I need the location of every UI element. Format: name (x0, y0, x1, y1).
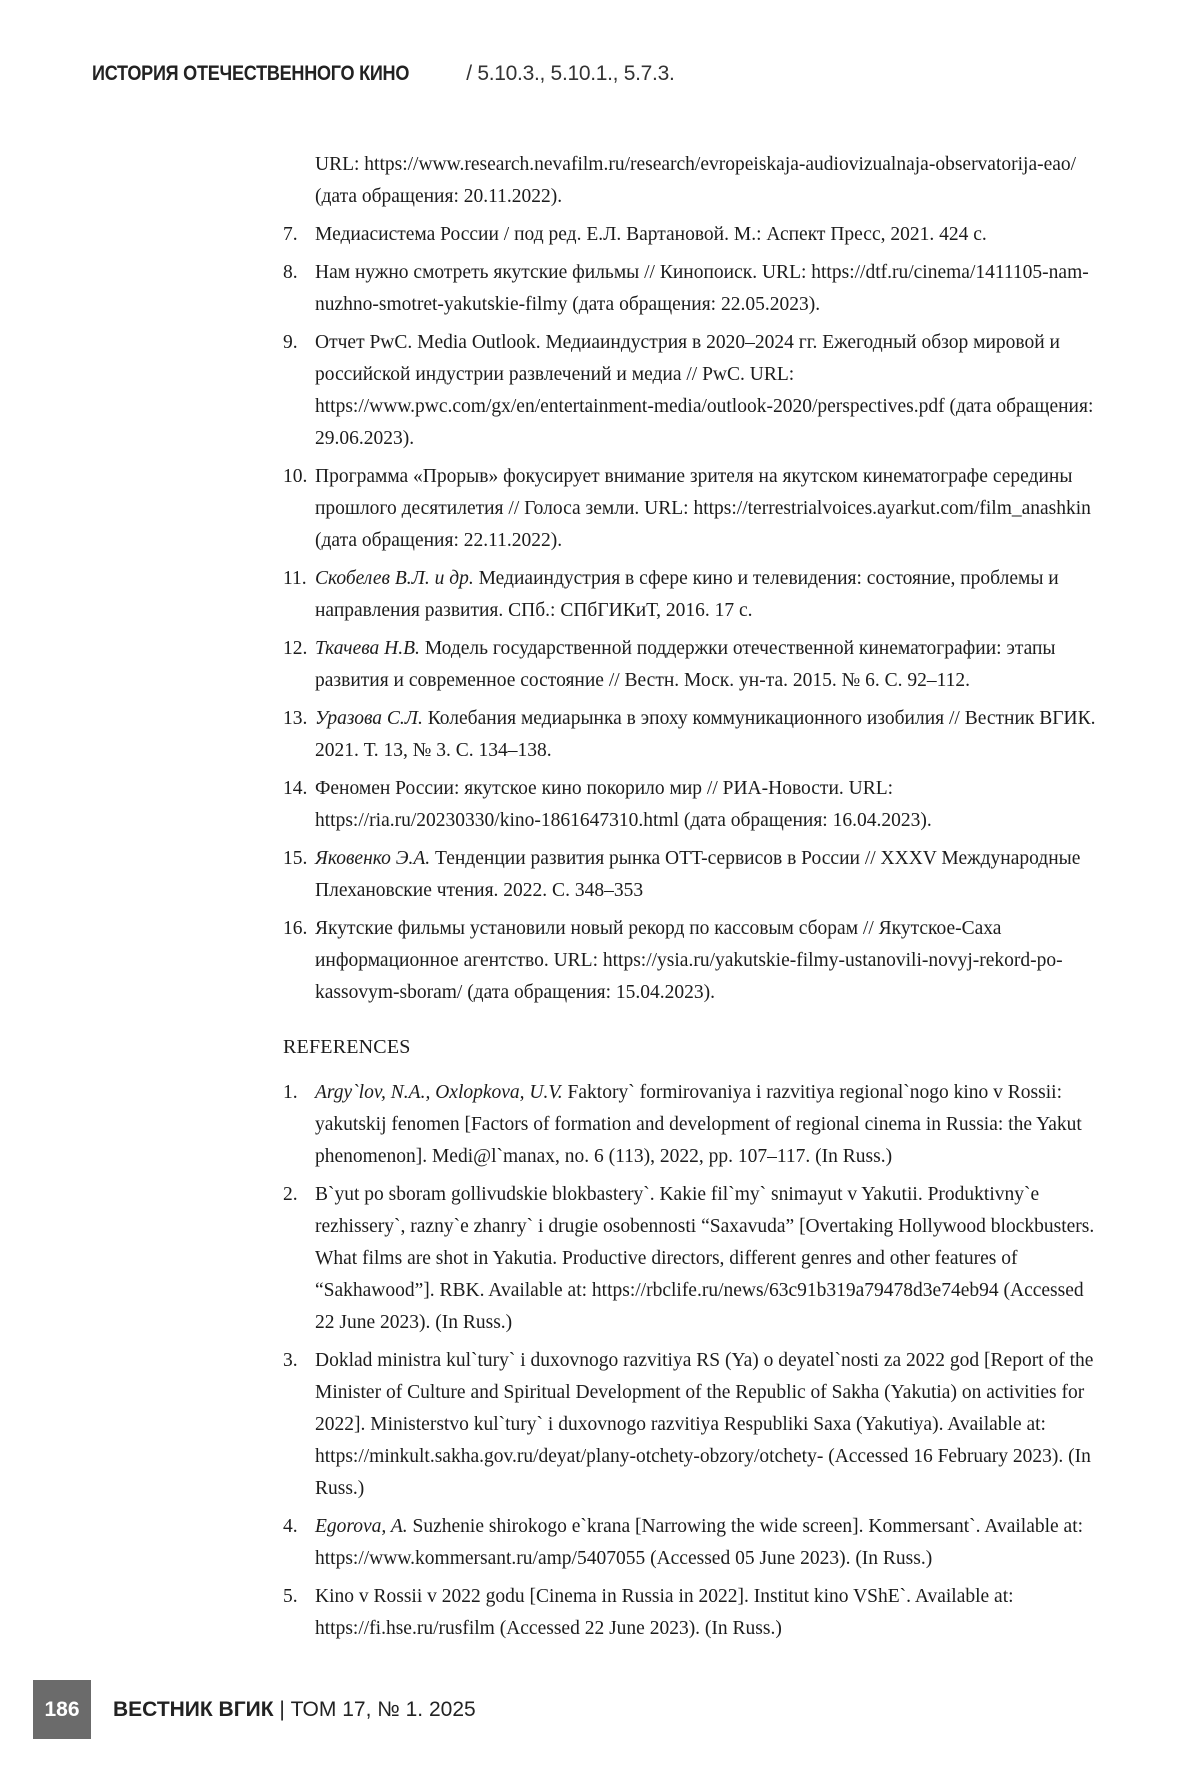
section-title: ИСТОРИЯ ОТЕЧЕСТВЕННОГО КИНО (92, 62, 409, 86)
reference-number: 9. (283, 327, 315, 455)
reference-body: B`yut po sboram gollivudskie blokbastery`. Kakie fil`my` snimayut v Yakutii. Produktivny`e rezhissery`, razny`e zhanry` i drugie osobennosti “Saxavuda” [Overtaking Hollywood blockbusters. What films are shot in Yakutia. Productive directors, different genres and other features of “Sakhawood”]. RBK. Available at: https://rbclife.ru/news/63c91b319a79478d3e74eb94 (Accessed 22 June 2023). (In Russ.) (315, 1184, 1094, 1333)
reference-text (315, 1581, 1103, 1645)
reference-number: 16. (283, 913, 315, 1009)
reference-number: 10. (283, 461, 315, 557)
reference-text (315, 913, 1103, 1009)
reference-text (315, 633, 1103, 697)
reference-author: Скобелев В.Л. и др. (315, 568, 474, 589)
reference-body: Программа «Прорыв» фокусирует внимание зрителя на якутском кинематографе середины прошлого десятилетия // Голоса земли. URL: https://terrestrialvoices.ayarkut.com/film_anashkin (дата обращения: 22.11.2022). (315, 466, 1091, 551)
reference-number: 14. (283, 773, 315, 837)
reference-number: 1. (283, 1077, 315, 1173)
reference-author: Egorova, A. (315, 1516, 408, 1537)
reference-item (283, 327, 1103, 455)
reference-number: 4. (283, 1511, 315, 1575)
russian-references (283, 219, 1103, 1009)
reference-author: Argy`lov, N.A., Oxlopkova, U.V. (315, 1082, 563, 1103)
reference-text (315, 843, 1103, 907)
reference-body: Doklad ministra kul`tury` i duxovnogo razvitiya RS (Ya) o deyatel`nosti za 2022 god [Report of the Minister of Culture and Spiritual Development of the Republic of Sakha (Yakutia) on activities for 2022]. Ministerstvo kul`tury` i duxovnogo razvitiya Respubliki Saxa (Yakutiya). Available at: https://minkult.sakha.gov.ru/deyat/plany-otchety-obzory/otchety- (Accessed 16 February 2023). (In Russ.) (315, 1350, 1093, 1499)
reference-body: Медиаиндустрия в сфере кино и телевидения: состояние, проблемы и направления развития. СПб.: СПбГИКиТ, 2016. 17 с. (315, 568, 1059, 621)
reference-body: Faktory` formirovaniya i razvitiya regional`nogo kino v Rossii: yakutskij fenomen [Factors of formation and development of regional cinema in Russia: the Yakut phenomenon]. Medi@l`manax, no. 6 (113), 2022, pp. 107–117. (In Russ.) (315, 1082, 1082, 1167)
page-number: 186 (33, 1680, 91, 1739)
reference-item (283, 1581, 1103, 1645)
reference-body: Колебания медиарынка в эпоху коммуникационного изобилия // Вестник ВГИК. 2021. Т. 13, № 3. С. 134–138. (315, 708, 1096, 761)
reference-body: Suzhenie shirokogo e`krana [Narrowing the wide screen]. Kommersant`. Available at: https://www.kommersant.ru/amp/5407055 (Accessed 05 June 2023). (In Russ.) (315, 1516, 1083, 1569)
reference-number: 12. (283, 633, 315, 697)
section-codes: / 5.10.3., 5.10.1., 5.7.3. (461, 62, 675, 85)
reference-text (315, 461, 1103, 557)
reference-number: 7. (283, 219, 315, 251)
reference-item (283, 1179, 1103, 1339)
reference-body: Медиасистема России / под ред. Е.Л. Вартановой. М.: Аспект Пресс, 2021. 424 с. (315, 224, 987, 245)
journal-title: ВЕСТНИК ВГИК (113, 1698, 274, 1721)
reference-list (283, 149, 1103, 1651)
reference-item (283, 1511, 1103, 1575)
reference-text (315, 219, 1103, 251)
reference-number: 11. (283, 563, 315, 627)
reference-number: 5. (283, 1581, 315, 1645)
reference-number: 13. (283, 703, 315, 767)
reference-author: Уразова С.Л. (315, 708, 423, 729)
reference-number: 8. (283, 257, 315, 321)
reference-text (315, 1511, 1103, 1575)
reference-text (315, 773, 1103, 837)
journal-info (113, 1698, 476, 1722)
reference-item (283, 563, 1103, 627)
reference-continued (283, 149, 1103, 213)
reference-body: Феномен России: якутское кино покорило мир // РИА-Новости. URL: https://ria.ru/20230330/kino-1861647310.html (дата обращения: 16.04.2023). (315, 778, 932, 831)
reference-text (315, 257, 1103, 321)
reference-item (283, 843, 1103, 907)
reference-author: Яковенко Э.А. (315, 848, 430, 869)
running-head (92, 62, 675, 86)
reference-number: 2. (283, 1179, 315, 1339)
reference-item (283, 1345, 1103, 1505)
reference-body: Тенденции развития рынка OTT-сервисов в России // XXXV Международные Плехановские чтения. 2022. С. 348–353 (315, 848, 1080, 901)
reference-text (315, 1345, 1103, 1505)
reference-body: Якутские фильмы установили новый рекорд по кассовым сборам // Якутское-Саха информационное агентство. URL: https://ysia.ru/yakutskie-filmy-ustanovili-novyj-rekord-po-kassovym-sboram/ (дата обращения: 15.04.2023). (315, 918, 1063, 1003)
reference-item (283, 633, 1103, 697)
reference-item (283, 257, 1103, 321)
reference-item (283, 461, 1103, 557)
page-footer (33, 1680, 476, 1739)
reference-text: URL: https://www.research.nevafilm.ru/research/evropeiskaja-audiovizualnaja-observatorija-eao/ (дата обращения: 20.11.2022). (283, 149, 1103, 213)
reference-text (315, 563, 1103, 627)
reference-body: Kino v Rossii v 2022 godu [Cinema in Russia in 2022]. Institut kino VShE`. Available at: https://fi.hse.ru/rusfilm (Accessed 22 June 2023). (In Russ.) (315, 1586, 1014, 1639)
references-heading: REFERENCES (283, 1031, 1103, 1063)
english-references (283, 1077, 1103, 1645)
reference-text (315, 327, 1103, 455)
reference-item (283, 773, 1103, 837)
reference-text (315, 703, 1103, 767)
reference-text (315, 1077, 1103, 1173)
reference-body: Нам нужно смотреть якутские фильмы // Кинопоиск. URL: https://dtf.ru/cinema/1411105-nam-nuzhno-smotret-yakutskie-filmy (дата обращения: 22.05.2023). (315, 262, 1089, 315)
reference-item (283, 219, 1103, 251)
reference-body: Модель государственной поддержки отечественной кинематографии: этапы развития и современное состояние // Вестн. Моск. ун-та. 2015. № 6. С. 92–112. (315, 638, 1056, 691)
journal-issue: | ТОМ 17, № 1. 2025 (274, 1698, 476, 1721)
reference-body: Отчет PwC. Media Outlook. Медиаиндустрия в 2020–2024 гг. Ежегодный обзор мировой и российской индустрии развлечений и медиа // PwC. URL: https://www.pwc.com/gx/en/entertainment-media/outlook-2020/perspectives.pdf (дата обращения: 29.06.2023). (315, 332, 1093, 449)
reference-item (283, 1077, 1103, 1173)
reference-number: 3. (283, 1345, 315, 1505)
reference-text (315, 1179, 1103, 1339)
reference-number: 15. (283, 843, 315, 907)
reference-item (283, 913, 1103, 1009)
reference-author: Ткачева Н.В. (315, 638, 420, 659)
reference-item (283, 703, 1103, 767)
